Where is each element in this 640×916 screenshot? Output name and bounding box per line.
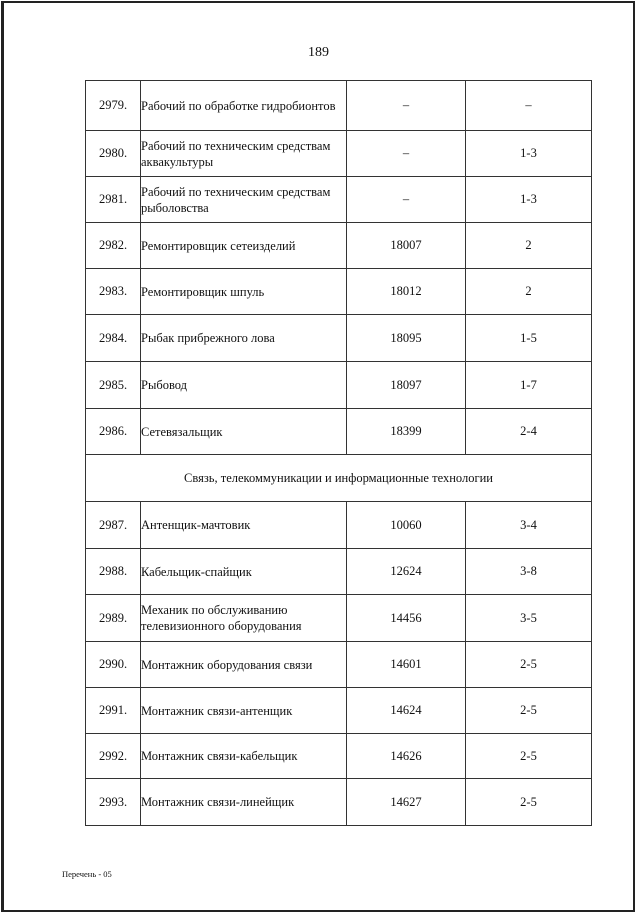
profession-code: 14627 — [347, 779, 466, 826]
row-number: 2983. — [86, 269, 141, 315]
grade-range: 1-3 — [466, 131, 592, 177]
row-number: 2990. — [86, 642, 141, 688]
profession-code: 18012 — [347, 269, 466, 315]
row-number: 2988. — [86, 549, 141, 595]
table-row — [86, 223, 592, 269]
grade-range: 1-3 — [466, 177, 592, 223]
row-number: 2981. — [86, 177, 141, 223]
profession-code: – — [347, 131, 466, 177]
profession-name: Механик по обслуживанию телевизионного оборудования — [141, 595, 347, 642]
row-number: 2993. — [86, 779, 141, 826]
table-row — [86, 779, 592, 826]
profession-name: Монтажник связи-антенщик — [141, 688, 347, 734]
grade-range: 1-7 — [466, 362, 592, 409]
table-row — [86, 409, 592, 455]
profession-name: Монтажник оборудования связи — [141, 642, 347, 688]
profession-name: Рабочий по техническим средствам рыболовства — [141, 177, 347, 223]
row-number: 2991. — [86, 688, 141, 734]
table-row — [86, 688, 592, 734]
profession-code: 14626 — [347, 734, 466, 779]
table-row — [86, 549, 592, 595]
row-number: 2979. — [86, 81, 141, 131]
profession-code: 14624 — [347, 688, 466, 734]
profession-name: Рабочий по техническим средствам аквакультуры — [141, 131, 347, 177]
profession-name: Сетевязальщик — [141, 409, 347, 455]
row-number: 2989. — [86, 595, 141, 642]
profession-name: Ремонтировщик шпуль — [141, 269, 347, 315]
profession-code: – — [347, 81, 466, 131]
table-row — [86, 502, 592, 549]
table-row — [86, 269, 592, 315]
row-number: 2986. — [86, 409, 141, 455]
grade-range: 2 — [466, 269, 592, 315]
page-number: 189 — [308, 45, 329, 60]
table-row — [86, 81, 592, 131]
profession-name: Монтажник связи-кабельщик — [141, 734, 347, 779]
grade-range: 2-4 — [466, 409, 592, 455]
table-row — [86, 315, 592, 362]
grade-range: – — [466, 81, 592, 131]
row-number: 2987. — [86, 502, 141, 549]
profession-code: 18007 — [347, 223, 466, 269]
profession-code: – — [347, 177, 466, 223]
grade-range: 2-5 — [466, 688, 592, 734]
document-page — [1, 1, 635, 912]
profession-name: Монтажник связи-линейщик — [141, 779, 347, 826]
profession-name: Рыбак прибрежного лова — [141, 315, 347, 362]
grade-range: 3-8 — [466, 549, 592, 595]
grade-range: 2 — [466, 223, 592, 269]
grade-range: 2-5 — [466, 779, 592, 826]
profession-code: 18095 — [347, 315, 466, 362]
table-row — [86, 595, 592, 642]
grade-range: 2-5 — [466, 642, 592, 688]
profession-code: 18097 — [347, 362, 466, 409]
profession-code: 14601 — [347, 642, 466, 688]
profession-name: Ремонтировщик сетеизделий — [141, 223, 347, 269]
profession-name: Кабельщик-спайщик — [141, 549, 347, 595]
section-title: Связь, телекоммуникации и информационные технологии — [86, 455, 592, 502]
grade-range: 3-4 — [466, 502, 592, 549]
table-row — [86, 131, 592, 177]
profession-code: 10060 — [347, 502, 466, 549]
row-number: 2984. — [86, 315, 141, 362]
row-number: 2992. — [86, 734, 141, 779]
table-body-top — [86, 81, 592, 455]
profession-name: Рабочий по обработке гидробионтов — [141, 81, 347, 131]
row-number: 2982. — [86, 223, 141, 269]
profession-table — [85, 80, 592, 826]
profession-name: Антенщик-мачтовик — [141, 502, 347, 549]
section-header — [86, 455, 592, 502]
profession-code: 18399 — [347, 409, 466, 455]
row-number: 2980. — [86, 131, 141, 177]
table-row — [86, 642, 592, 688]
profession-code: 12624 — [347, 549, 466, 595]
grade-range: 2-5 — [466, 734, 592, 779]
grade-range: 1-5 — [466, 315, 592, 362]
grade-range: 3-5 — [466, 595, 592, 642]
table-row — [86, 362, 592, 409]
profession-name: Рыбовод — [141, 362, 347, 409]
row-number: 2985. — [86, 362, 141, 409]
table-row — [86, 734, 592, 779]
footer-label: Перечень - 05 — [62, 869, 112, 879]
table-row — [86, 177, 592, 223]
table-body-bottom — [86, 502, 592, 826]
profession-code: 14456 — [347, 595, 466, 642]
